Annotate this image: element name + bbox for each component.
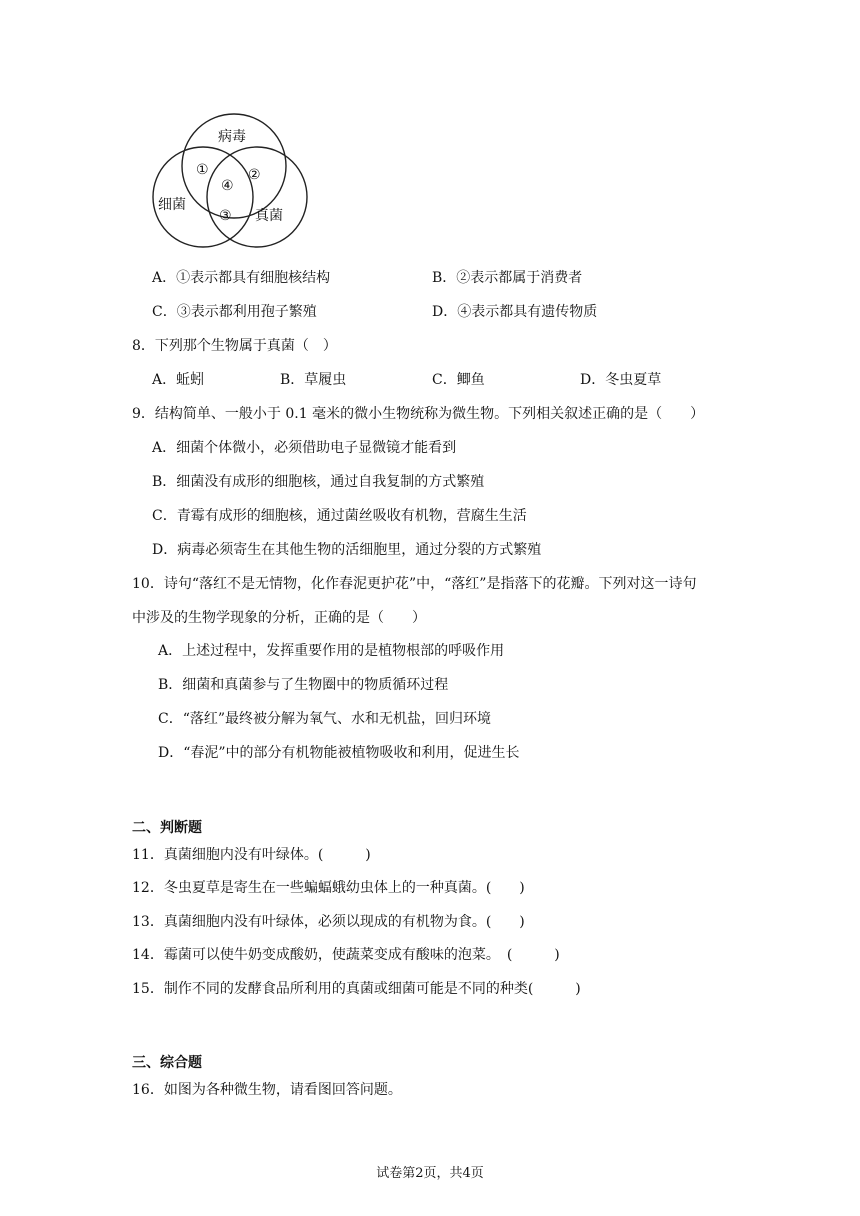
region-4-marker: ④ xyxy=(221,178,234,194)
q13: 13．真菌细胞内没有叶绿体，必须以现成的有机物为食。( ) xyxy=(132,914,525,930)
section-3-title: 三、综合题 xyxy=(132,1055,202,1071)
venn-diagram xyxy=(148,112,310,248)
q8-stem: 8．下列那个生物属于真菌（ ） xyxy=(132,338,337,354)
q7-option-b: B．②表示都属于消费者 xyxy=(432,270,583,286)
q9-option-d: D．病毒必须寄生在其他生物的活细胞里，通过分裂的方式繁殖 xyxy=(152,542,542,558)
q9-option-c: C．青霉有成形的细胞核，通过菌丝吸收有机物，营腐生生活 xyxy=(152,508,527,524)
q9-option-a: A．细菌个体微小，必须借助电子显微镜才能看到 xyxy=(152,440,457,456)
q11: 11．真菌细胞内没有叶绿体。( ) xyxy=(132,847,371,863)
q8-option-c: C．鲫鱼 xyxy=(432,372,485,388)
q7-option-a: A．①表示都具有细胞核结构 xyxy=(152,270,331,286)
q7-option-d: D．④表示都具有遗传物质 xyxy=(432,304,598,320)
bacteria-label: 细菌 xyxy=(158,197,186,213)
q8-option-b: B．草履虫 xyxy=(280,372,347,388)
q10-option-d: D．“春泥”中的部分有机物能被植物吸收和利用，促进生长 xyxy=(158,745,520,761)
page-footer: 试卷第2页，共4页 xyxy=(376,1166,484,1181)
q8-option-d: D．冬虫夏草 xyxy=(580,372,662,388)
q10-stem-line2: 中涉及的生物学现象的分析，正确的是（ ） xyxy=(132,610,426,626)
q8-option-a: A．蚯蚓 xyxy=(152,372,205,388)
region-3-marker: ③ xyxy=(219,208,232,224)
q15: 15．制作不同的发酵食品所利用的真菌或细菌可能是不同的种类( ) xyxy=(132,981,581,997)
q10-option-b: B．细菌和真菌参与了生物圈中的物质循环过程 xyxy=(158,677,449,693)
region-1-marker: ① xyxy=(196,162,209,178)
virus-label: 病毒 xyxy=(218,129,246,145)
q12: 12．冬虫夏草是寄生在一些蝙蝠蛾幼虫体上的一种真菌。( ) xyxy=(132,880,525,896)
fungi-label: 真菌 xyxy=(255,208,283,224)
q7-option-c: C．③表示都利用孢子繁殖 xyxy=(152,304,317,320)
section-2-title: 二、判断题 xyxy=(132,820,202,836)
q10-option-c: C．“落红”最终被分解为氧气、水和无机盐，回归环境 xyxy=(158,711,492,727)
fungi-circle xyxy=(207,147,307,247)
q16: 16．如图为各种微生物，请看图回答问题。 xyxy=(132,1082,402,1098)
q9-option-b: B．细菌没有成形的细胞核，通过自我复制的方式繁殖 xyxy=(152,474,485,490)
q10-stem-line1: 10．诗句“落红不是无情物，化作春泥更护花”中，“落红”是指落下的花瓣。下列对这一诗句 xyxy=(132,576,697,592)
q10-option-a: A．上述过程中，发挥重要作用的是植物根部的呼吸作用 xyxy=(158,643,505,659)
q9-stem: 9．结构简单、一般小于 0.1 毫米的微小生物统称为微生物。下列相关叙述正确的是（ ） xyxy=(132,406,705,422)
region-2-marker: ② xyxy=(248,167,261,183)
q14: 14．霉菌可以使牛奶变成酸奶，使蔬菜变成有酸味的泡菜。 ( ) xyxy=(132,947,560,963)
